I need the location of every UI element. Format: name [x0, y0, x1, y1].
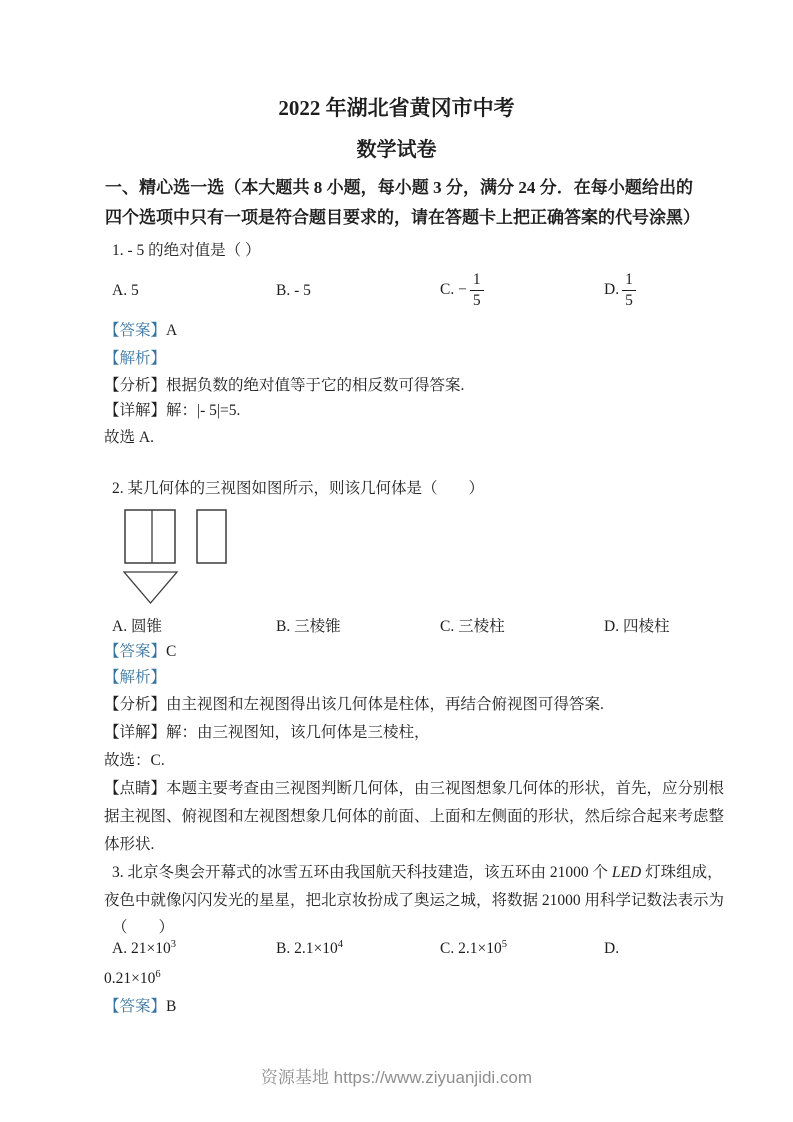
exponent: 5: [501, 938, 507, 950]
q2-answer-value: C: [166, 643, 177, 660]
q1-answer-line: [104, 320, 177, 342]
q1-stem: 1. - 5 的绝对值是（ ）: [112, 242, 261, 259]
q3-option-c: C. $2.1\times 10^5$: [440, 938, 507, 957]
q2-option-c: C. 三棱柱: [440, 618, 505, 635]
q1-options-row: [0, 267, 793, 313]
q3-option-d-label: D.: [604, 940, 620, 957]
answer-label: 【答案】: [104, 643, 167, 660]
q3-stem-line1-pre: 3. 北京冬奥会开幕式的冰雪五环由我国航天科技建造，该五环由 21000 个: [112, 864, 612, 881]
footer-site-link[interactable]: 资源基地 https://www.ziyuanjidi.com: [260, 1068, 533, 1087]
q1-answer-value: A: [166, 322, 178, 339]
exponent: 6: [155, 968, 161, 980]
fraction-denominator: 5: [472, 291, 481, 309]
q3-option-b: B. $2.1\times 10^4$: [276, 938, 343, 957]
q3-stem-led-italic: LED: [611, 864, 642, 881]
q2-options-row: [0, 614, 793, 638]
three-view-diagram: [123, 506, 233, 608]
top-view-triangle: [124, 572, 177, 603]
q1-option-b: B. - 5: [276, 282, 311, 299]
q1-option-c-prefix: C. −: [440, 281, 467, 298]
q2-note-line3: 体形状.: [104, 836, 155, 853]
q3-stem-line2: 夜色中就像闪闪发光的星星，把北京妆扮成了奥运之城，将数据 21000 用科学记数法表示为: [104, 892, 725, 909]
q2-conclusion: 故选：C.: [104, 752, 165, 769]
fraction-numerator: 1: [622, 271, 636, 291]
fraction-denominator: 5: [625, 291, 633, 309]
page-subtitle: 数学试卷: [356, 139, 437, 161]
q1-option-a: A. 5: [112, 282, 139, 299]
q3-answer-value: B: [166, 998, 177, 1015]
q3-stem-line1-post: 灯珠组成，: [641, 864, 723, 881]
q1-detail-line: 【详解】解：|- 5|=5.: [104, 402, 241, 419]
answer-label: 【答案】: [104, 322, 167, 339]
section-header-line2: 四个选项中只有一项是符合题目要求的，请在答题卡上把正确答案的代号涂黑）: [105, 208, 700, 227]
q3-option-a: A. $21\times 10^3$: [112, 938, 176, 957]
q1-option-c-fraction: [470, 271, 484, 310]
q2-analysis-header: [104, 667, 166, 689]
q1-option-d: [604, 269, 636, 311]
q2-note-line1: 【点睛】本题主要考查由三视图判断几何体，由三视图想象几何体的形状，首先，应分别根: [104, 780, 725, 797]
side-view-rect: [197, 510, 226, 563]
q2-note-line2: 据主视图、俯视图和左视图想象几何体的前面、上面和左侧面的形状，然后综合起来考虑整: [104, 808, 725, 825]
q3-answer-line: [104, 996, 176, 1018]
q2-detail-line: 【详解】解：由三视图知，该几何体是三棱柱，: [104, 724, 430, 741]
q3-stem-line1: [112, 862, 723, 884]
q3-stem-line3: （ ）: [112, 919, 175, 936]
front-view-rect: [125, 510, 175, 563]
page-title: 2022 年湖北省黄冈市中考: [278, 96, 515, 120]
section-header-line1: 一、精心选一选（本大题共 8 小题，每小题 3 分，满分 24 分．在每小题给出的: [105, 178, 693, 197]
q1-conclusion: 故选 A.: [104, 429, 154, 446]
q2-option-d: D. 四棱柱: [604, 618, 670, 635]
q2-answer-line: [104, 641, 176, 663]
q2-stem: 2. 某几何体的三视图如图所示，则该几何体是（ ）: [112, 480, 485, 497]
three-view-diagram-svg: [123, 506, 233, 608]
exponent: 3: [170, 938, 176, 950]
q1-analysis-line: 【分析】根据负数的绝对值等于它的相反数可得答案.: [104, 377, 465, 394]
q2-analysis-line: 【分析】由主视图和左视图得出该几何体是柱体，再结合俯视图可得答案.: [104, 696, 604, 713]
analysis-label: 【解析】: [104, 350, 167, 367]
exponent: 4: [337, 938, 343, 950]
q2-option-a: A. 圆锥: [112, 618, 162, 635]
fraction-numerator: 1: [470, 271, 484, 291]
q1-option-d-fraction: [622, 271, 636, 310]
q3-options-row: [0, 940, 793, 964]
footer: [0, 1066, 793, 1090]
q1-option-c: [440, 269, 484, 311]
analysis-label: 【解析】: [104, 669, 167, 686]
answer-label: 【答案】: [104, 998, 167, 1015]
q1-option-d-prefix: D.: [604, 281, 620, 298]
q1-analysis-header: [104, 348, 166, 370]
q3-option-d-value: $0.21\times 10^6$: [104, 968, 161, 987]
q2-option-b: B. 三棱锥: [276, 618, 341, 635]
